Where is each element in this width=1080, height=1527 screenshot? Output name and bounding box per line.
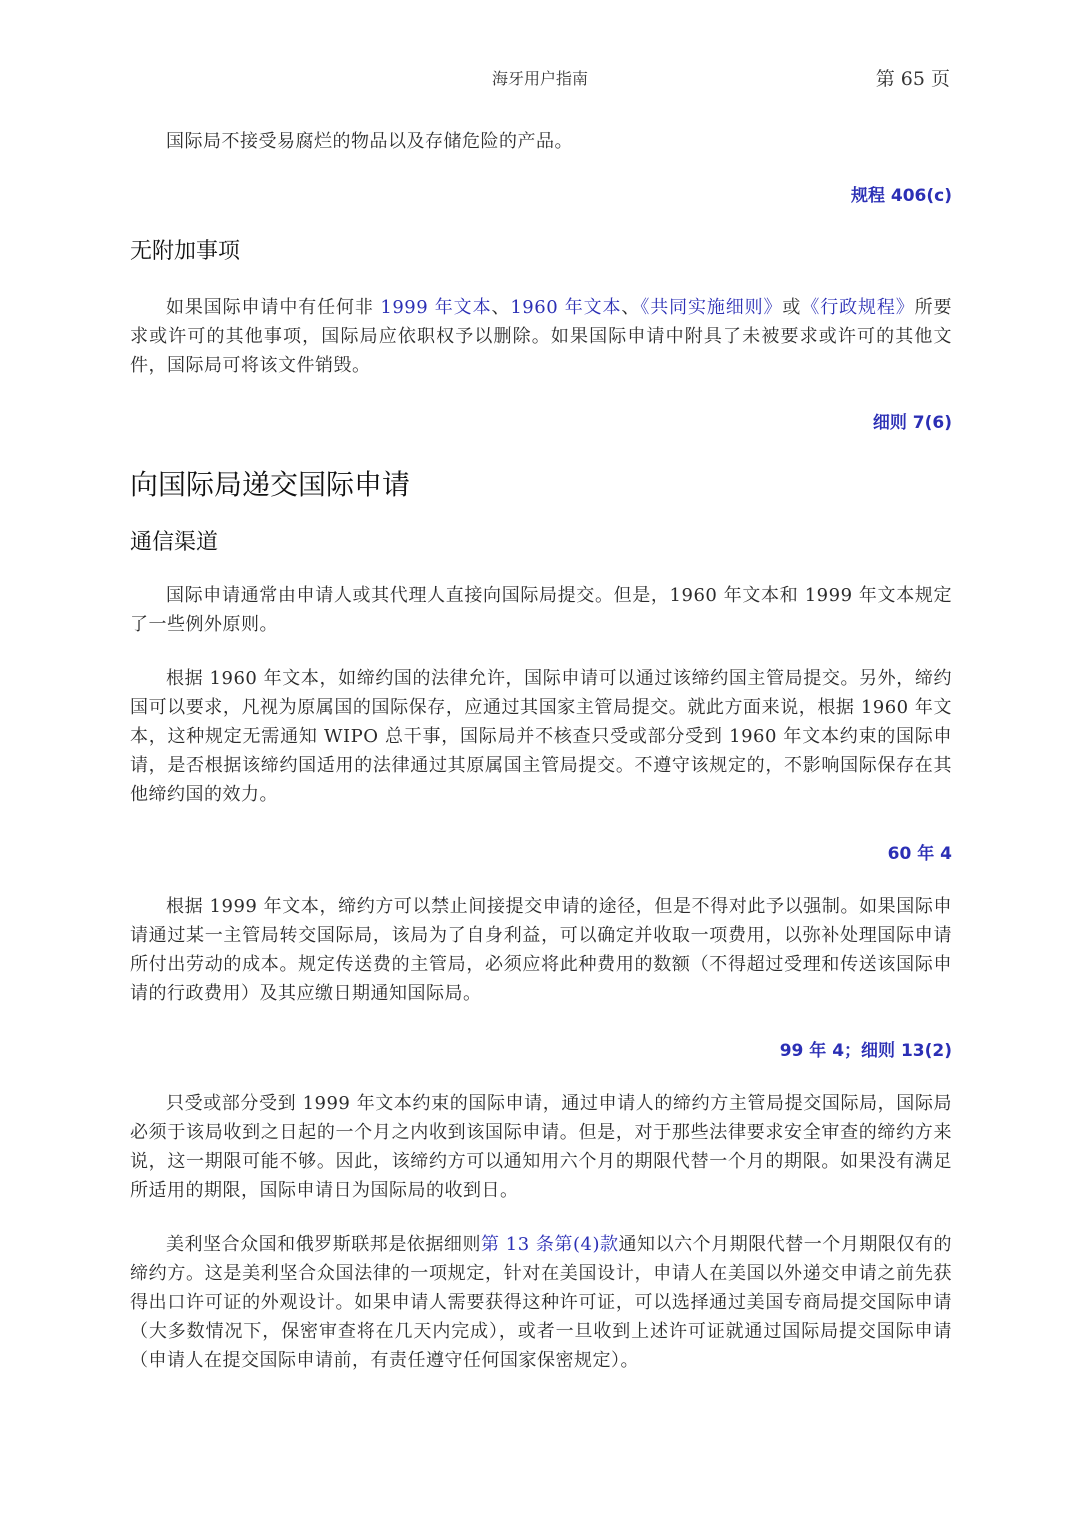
link-rule-13-4[interactable]: 第 13 条第(4)款 [480,1234,619,1255]
text: 通知以六个月期限代替一个月期限仅有的缔约方。这是美利坚合众国法律的一项规定，针对在美国设计，申请人在美国以外递交申请之前先获得出口许可证的外观设计。如果申请人需要获得这种许可证，可以选择通过美国专商局提交国际申请（大多数情况下，保密审查将在几天内完成），或者一旦收到上述许可证就通过国际局提交国际申请（申请人在提交国际申请前，有责任遵守任何国家保密规定）。 [130,1234,953,1371]
paragraph-six-month-notification [130,1230,952,1375]
link-administrative-instructions[interactable]: 《行政规程》 [801,297,915,318]
link-1999-act[interactable]: 1999 年文本 [380,297,492,318]
reference-rule-7-6: 细则 7(6) [872,413,952,433]
text: 或 [782,297,802,318]
text: 如果国际申请中有任何非 [166,297,381,318]
page-number: 第 65 页 [875,68,950,90]
reference-99-article-4-rule-13-2: 99 年 4；细则 13(2) [779,1041,952,1061]
page-content [130,125,952,1375]
paragraph-direct-filing: 国际申请通常由申请人或其代理人直接向国际局提交。但是，1960 年文本和 1999 年文本规定了一些例外原则。 [130,585,952,635]
paragraph-additional-matters [130,293,952,380]
heading-filing-with-bureau: 向国际局递交国际申请 [130,468,411,501]
heading-no-additional-matters: 无附加事项 [130,239,241,264]
paragraph-one-month-deadline: 只受或部分受到 1999 年文本约束的国际申请，通过申请人的缔约方主管局提交国际局，国际局必须于该局收到之日起的一个月之内收到该国际申请。但是，对于那些法律要求安全审查的缔约方来说，这一期限可能不够。因此，该缔约方可以通知用六个月的期限代替一个月的期限。如果没有满足所适用的期限，国际申请日为国际局的收到日。 [130,1093,952,1201]
paragraph-1960-act: 根据 1960 年文本，如缔约国的法律允许，国际申请可以通过该缔约国主管局提交。另外，缔约国可以要求，凡视为原属国的国际保存，应通过其国家主管局提交。就此方面来说，根据 1960 年文本，这种规定无需通知 WIPO 总干事，国际局并不核查只受或部分受到 1960 年文本约束的国际申请，是否根据该缔约国适用的法律通过其原属国主管局提交。不遵守该规定的，不影响国际保存在其他缔约国的效力。 [130,668,952,805]
link-1960-act[interactable]: 1960 年文本 [510,297,622,318]
reference-60-article-4: 60 年 4 [887,844,952,864]
text: 、 [491,297,511,318]
heading-channels: 通信渠道 [130,530,219,555]
text: 、 [621,297,641,318]
reference-rule-406c: 规程 406(c) [850,186,952,206]
link-common-regulations[interactable]: 《共同实施细则》 [640,297,783,318]
text: 所要求或许可的其他事项，国际局应依职权予以删除。如果国际申请中附具了未被要求或许可的其他文件，国际局可将该文件销毁。 [130,297,953,376]
running-header-title: 海牙用户指南 [491,69,588,88]
paragraph-perishable: 国际局不接受易腐烂的物品以及存储危险的产品。 [166,131,573,152]
text: 美利坚合众国和俄罗斯联邦是依据细则 [166,1234,481,1255]
paragraph-1999-act: 根据 1999 年文本，缔约方可以禁止间接提交申请的途径，但是不得对此予以强制。如果国际申请通过某一主管局转交国际局，该局为了自身利益，可以确定并收取一项费用，以弥补处理国际申请所付出劳动的成本。规定传送费的主管局，必须应将此种费用的数额（不得超过受理和传送该国际申请的行政费用）及其应缴日期通知国际局。 [130,896,952,1004]
